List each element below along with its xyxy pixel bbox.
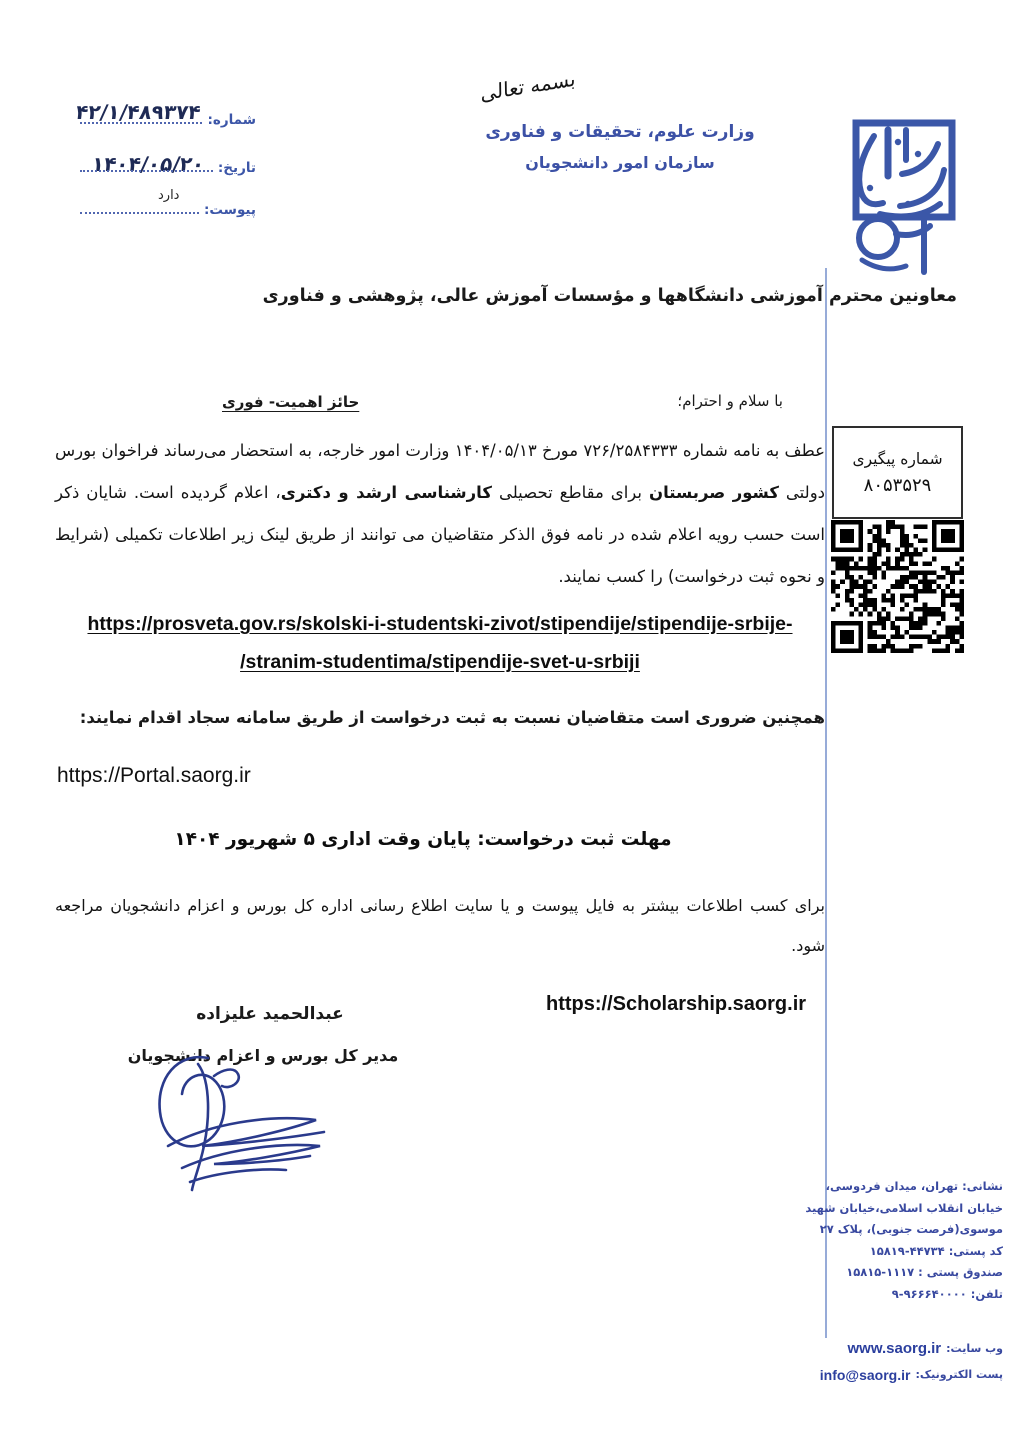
email-label: پست الکترونیک: <box>915 1368 1003 1381</box>
body1-text: ، اعلام گردیده است. شایان ذکر است حسب رویه اعلام شده در نامه فوق الذکر متقاضیان می توانند از طریق لینک زیر اطلاعات تکمیلی (شرایط و نحوه ثبت درخواست) را کسب نمایند. <box>55 483 825 586</box>
attachment-label: پیوست: <box>203 202 256 218</box>
phone-value: ۹-۹۶۶۶۴۰۰۰۰ <box>891 1286 967 1301</box>
po-box-value: ۱۵۸۱۵-۱۱۱۷ <box>846 1265 915 1279</box>
prosveta-link-line2[interactable]: /stranim-studentima/stipendije-svet-u-srbiji <box>240 651 640 673</box>
postal-code-line <box>805 1241 1003 1263</box>
prosveta-link[interactable] <box>55 605 825 681</box>
signer-name: عبدالحمید علیزاده <box>196 1004 344 1024</box>
footer-web-block <box>798 1336 1003 1388</box>
address-line: نشانی: تهران، میدان فردوسی، <box>825 1179 1003 1193</box>
dotted-leader <box>80 120 202 124</box>
postal-code-value: ۱۵۸۱۹-۴۴۷۳۴ <box>869 1243 945 1258</box>
signer-title: مدیر کل بورس و اعزام دانشجویان <box>127 1046 399 1065</box>
prosveta-link-line1[interactable]: https://prosveta.gov.rs/skolski-i-studentski-zivot/stipendije/stipendije-srbije- <box>87 613 793 635</box>
attachment-field <box>80 202 256 218</box>
website-link[interactable]: www.saorg.ir <box>847 1340 942 1357</box>
priority-tag: حائز اهمیت- فوری <box>222 393 360 411</box>
organization-name: سازمان امور دانشجویان <box>525 153 715 172</box>
tracking-number-box <box>832 426 963 519</box>
body1-text: برای مقاطع تحصیلی <box>491 483 649 502</box>
signature-icon <box>138 1050 353 1195</box>
saorg-logo-icon <box>826 118 958 280</box>
website-line <box>798 1336 1003 1362</box>
ministry-name: وزارت علوم، تحقیقات و فناوری <box>485 122 755 142</box>
letter-number-label: شماره: <box>207 112 256 128</box>
letter-date-label: تاریخ: <box>217 160 256 176</box>
po-box-label: صندوق پستی : <box>918 1265 1003 1279</box>
website-label: وب سایت: <box>946 1342 1003 1355</box>
phone-line <box>805 1284 1003 1306</box>
po-box-line <box>805 1262 1003 1284</box>
portal-link[interactable]: https://Portal.saorg.ir <box>57 764 251 787</box>
footer-address-block <box>805 1176 1003 1305</box>
sajad-instruction: همچنین ضروری است متقاضیان نسبت به ثبت درخواست از طریق سامانه سجاد اقدام نمایند: <box>79 708 825 727</box>
letter-date-value: ۱۴۰۴/۰۵/۲۰ <box>90 152 206 176</box>
body1-text: عطف به نامه شماره ۷۲۶/۲۵۸۴۳۳۳ مورخ ۱۴۰۴/۰۵/۱۳ وزارت امور خارجه، به استحضار می‌رساند فراخوان بورس دولتی <box>55 441 826 502</box>
attachment-value: دارد <box>158 188 180 203</box>
qr-code-icon <box>831 519 964 654</box>
dotted-leader <box>80 210 199 214</box>
body-paragraph-1 <box>55 430 825 598</box>
address-line: خیابان انقلاب اسلامی،خیابان شهید <box>805 1200 1003 1215</box>
letter-number-field <box>80 112 256 128</box>
letter-date-field <box>80 160 256 176</box>
deadline-line: مهلت ثبت درخواست: پایان وقت اداری ۵ شهریور ۱۴۰۴ <box>174 829 672 850</box>
letterhead <box>450 66 790 172</box>
addressee-line: معاونین محترم آموزشی دانشگاهها و مؤسسات آموزش عالی، پژوهشی و فناوری <box>262 286 957 306</box>
address-line: موسوی(فرصت جنوبی)، پلاک ۲۷ <box>819 1222 1003 1236</box>
besmellah-calligraphy: بسمه تعالی <box>480 66 576 106</box>
email-link[interactable]: info@saorg.ir <box>819 1367 911 1383</box>
body1-bold-degrees: کارشناسی ارشد و دکتری <box>280 483 492 502</box>
letter-number-value: ۴۲/۱/۴۸۹۳۷۴ <box>74 100 203 124</box>
phone-label: تلفن: <box>970 1286 1003 1301</box>
email-line <box>798 1362 1003 1388</box>
tracking-number: ۸۰۵۳۵۲۹ <box>863 474 932 496</box>
postal-code-label: کد پستی: <box>948 1243 1003 1258</box>
body-paragraph-2: برای کسب اطلاعات بیشتر به فایل پیوست و یا سایت اطلاع رسانی اداره کل بورس و اعزام دانشجویان مراجعه شود. <box>55 896 825 955</box>
scholarship-link[interactable]: https://Scholarship.saorg.ir <box>546 993 807 1015</box>
dotted-leader <box>80 168 213 172</box>
tracking-label: شماره پیگیری <box>852 449 943 468</box>
body1-bold-country: کشور صربستان <box>649 483 779 502</box>
salutation: با سلام و احترام؛ <box>677 392 783 410</box>
